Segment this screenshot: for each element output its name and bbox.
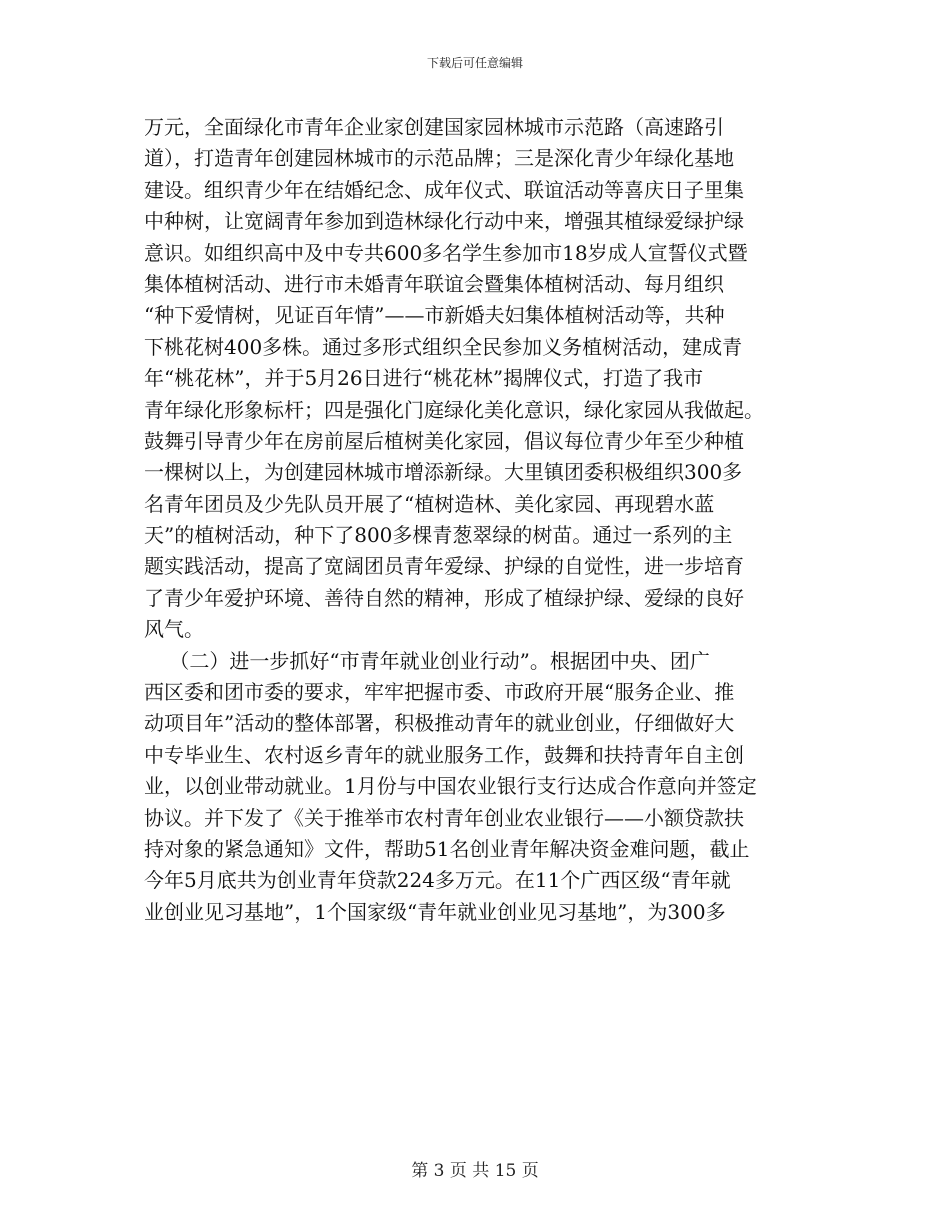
- text-line: 一棵树以上，为创建园林城市增添新绿。大里镇团委积极组织300多: [144, 460, 743, 485]
- text-line: 下桃花树400多株。通过多形式组织全民参加义务植树活动，建成青: [144, 334, 743, 359]
- text-line: 鼓舞引导青少年在房前屋后植树美化家园，倡议每位青少年至少种植: [144, 428, 744, 453]
- text-line: 西区委和团市委的要求，牢牢把握市委、市政府开展“服务企业、推: [144, 680, 735, 705]
- body-text: [144, 112, 809, 928]
- text-line: 中种树，让宽阔青年参加到造林绿化行动中来，增强其植绿爱绿护绿: [144, 209, 744, 234]
- page-header: 下载后可任意编辑: [426, 56, 523, 70]
- text-line: 道），打造青年创建园林城市的示范品牌；三是深化青少年绿化基地: [144, 146, 734, 171]
- text-line: 万元，全面绿化市青年企业家创建国家园林城市示范路（高速路引: [144, 115, 724, 139]
- text-line: 了青少年爱护环境、善待自然的精神，形成了植绿护绿、爱绿的良好: [144, 585, 744, 610]
- text-line: 建设。组织青少年在结婚纪念、成年仪式、联谊活动等喜庆日子里集: [144, 177, 744, 202]
- text-line: 名青年团员及少先队员开展了“植树造林、美化家园、再现碧水蓝: [144, 491, 715, 516]
- text-line: 年“桃花林”，并于5月26日进行“桃花林”揭牌仪式，打造了我市: [144, 366, 704, 391]
- text-line: 风气。: [144, 617, 204, 642]
- text-line: （二）进一步抓好“市青年就业创业行动”。根据团中央、团广: [144, 648, 710, 673]
- text-line: 天”的植树活动，种下了800多棵青葱翠绿的树苗。通过一系列的主: [144, 523, 733, 548]
- text-line: 业创业见习基地”，1个国家级“青年就业创业见习基地”，为300多: [144, 899, 726, 924]
- text-line: 动项目年”活动的整体部署，积极推动青年的就业创业，仔细做好大: [144, 711, 735, 736]
- text-line: 持对象的紧急通知》文件，帮助51名创业青年解决资金难问题，截止: [144, 836, 750, 861]
- text-line: 题实践活动，提高了宽阔团员青年爱绿、护绿的自觉性，进一步培育: [144, 554, 744, 579]
- text-line: 集体植树活动、进行市未婚青年联谊会暨集体植树活动、每月组织: [144, 271, 724, 296]
- text-line: 青年绿化形象标杆；四是强化门庭绿化美化意识，绿化家园从我做起。: [144, 397, 764, 422]
- text-line: 业，以创业带动就业。1月份与中国农业银行支行达成合作意向并签定: [144, 774, 757, 799]
- page-footer: 第 3 页 共 15 页: [411, 1161, 539, 1181]
- text-line: 今年5月底共为创业青年贷款224多万元。在11个广西区级“青年就: [144, 868, 731, 893]
- text-line: “种下爱情树，见证百年情”——市新婚夫妇集体植树活动等，共种: [144, 303, 725, 328]
- text-line: 中专毕业生、农村返乡青年的就业服务工作，鼓舞和扶持青年自主创: [144, 742, 744, 767]
- text-line: 协议。并下发了《关于推举市农村青年创业农业银行——小额贷款扶: [144, 805, 744, 830]
- text-line: 意识。如组织高中及中专共600多名学生参加市18岁成人宣誓仪式暨: [144, 240, 748, 265]
